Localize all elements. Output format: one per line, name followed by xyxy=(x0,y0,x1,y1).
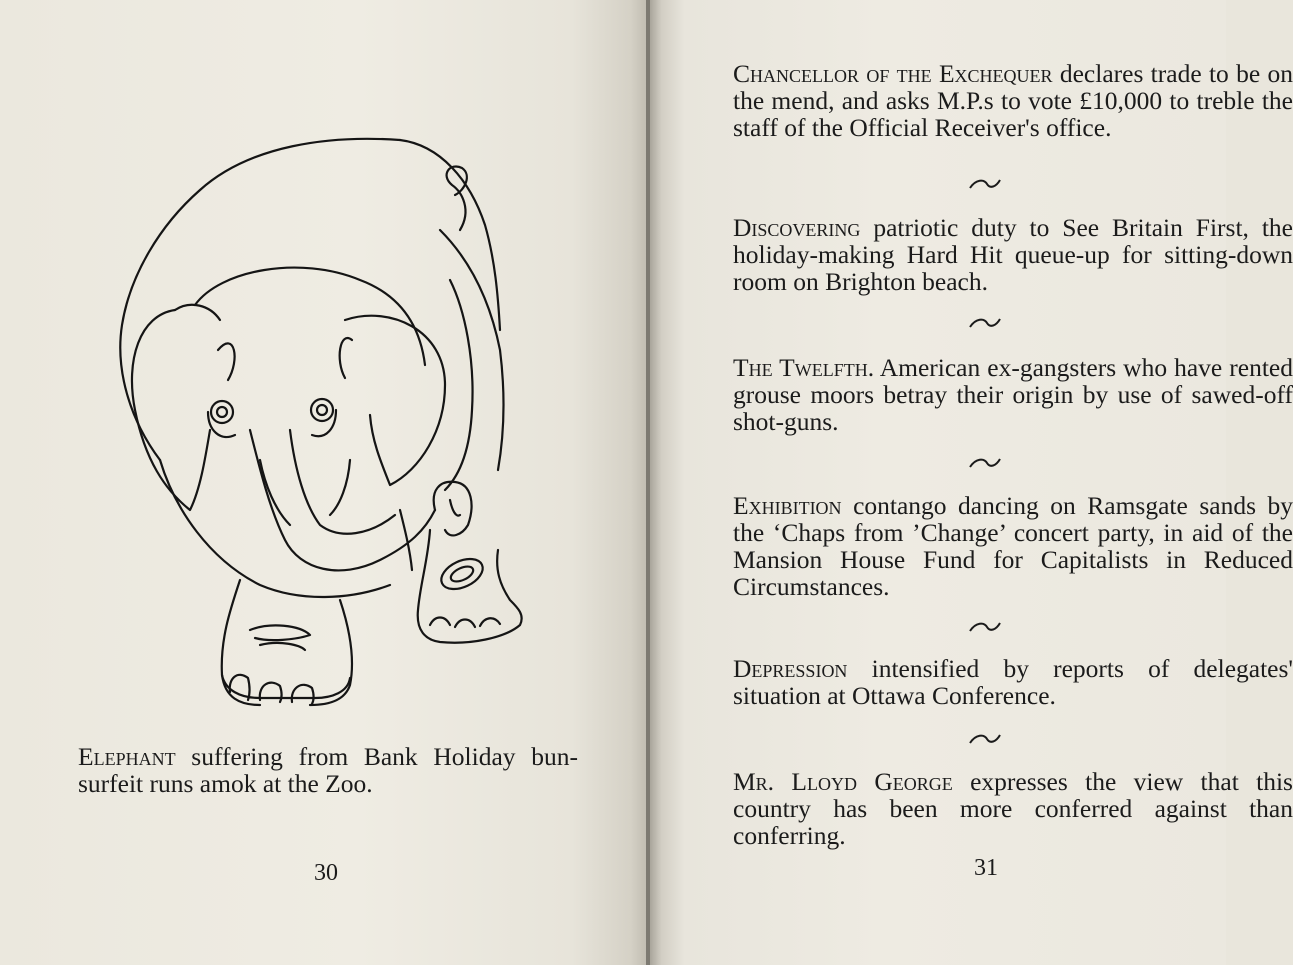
entry-text: American ex-gangsters who have rented grouse moors betray their origin by use of sawed-off shot-guns. xyxy=(733,353,1293,436)
caption-lead: Elephant xyxy=(78,742,176,771)
entry-lead: The Twelfth. xyxy=(733,353,875,382)
section-ornament xyxy=(968,316,1002,330)
section-ornament xyxy=(968,732,1002,746)
section-ornament xyxy=(968,177,1002,191)
entry-lead: Exhibition xyxy=(733,491,842,520)
right-page xyxy=(650,0,1293,965)
entry-discovering xyxy=(733,214,1293,295)
entry-lead: Chancellor of the Exchequer xyxy=(733,59,1053,88)
entry-chancellor xyxy=(733,60,1293,141)
elephant-illustration xyxy=(100,130,560,730)
entry-lead: Depression xyxy=(733,654,848,683)
entry-lead: Discovering xyxy=(733,213,861,242)
entry-twelfth xyxy=(733,354,1293,435)
illustration-caption xyxy=(78,743,578,797)
entry-text: declares trade to be on the mend, and asks M.P.s to vote £10,000 to treble the staff of the Official Receiver's office. xyxy=(733,59,1293,142)
entry-text: contango dancing on Ramsgate sands by the ‘Chaps from ’Change’ concert party, in aid of the Mansion House Fund for Capitalists in Reduced Circumstances. xyxy=(733,491,1293,601)
section-ornament xyxy=(968,456,1002,470)
entry-text: intensified by reports of delegates' situation at Ottawa Conference. xyxy=(733,654,1293,710)
entry-lloyd-george xyxy=(733,768,1293,849)
section-ornament xyxy=(968,620,1002,634)
page-number-left: 30 xyxy=(314,860,338,886)
entry-exhibition xyxy=(733,492,1293,600)
caption-text: suffering from Bank Holiday bun-surfeit runs amok at the Zoo. xyxy=(78,742,578,798)
entry-lead: Mr. Lloyd George xyxy=(733,767,953,796)
entry-text: patriotic duty to See Britain First, the holiday-making Hard Hit queue-up for sitting-down room on Brighton beach. xyxy=(733,213,1293,296)
entry-text: expresses the view that this country has been more conferred against than conferring. xyxy=(733,767,1293,850)
entry-depression xyxy=(733,655,1293,709)
page-number-right: 31 xyxy=(974,855,998,881)
